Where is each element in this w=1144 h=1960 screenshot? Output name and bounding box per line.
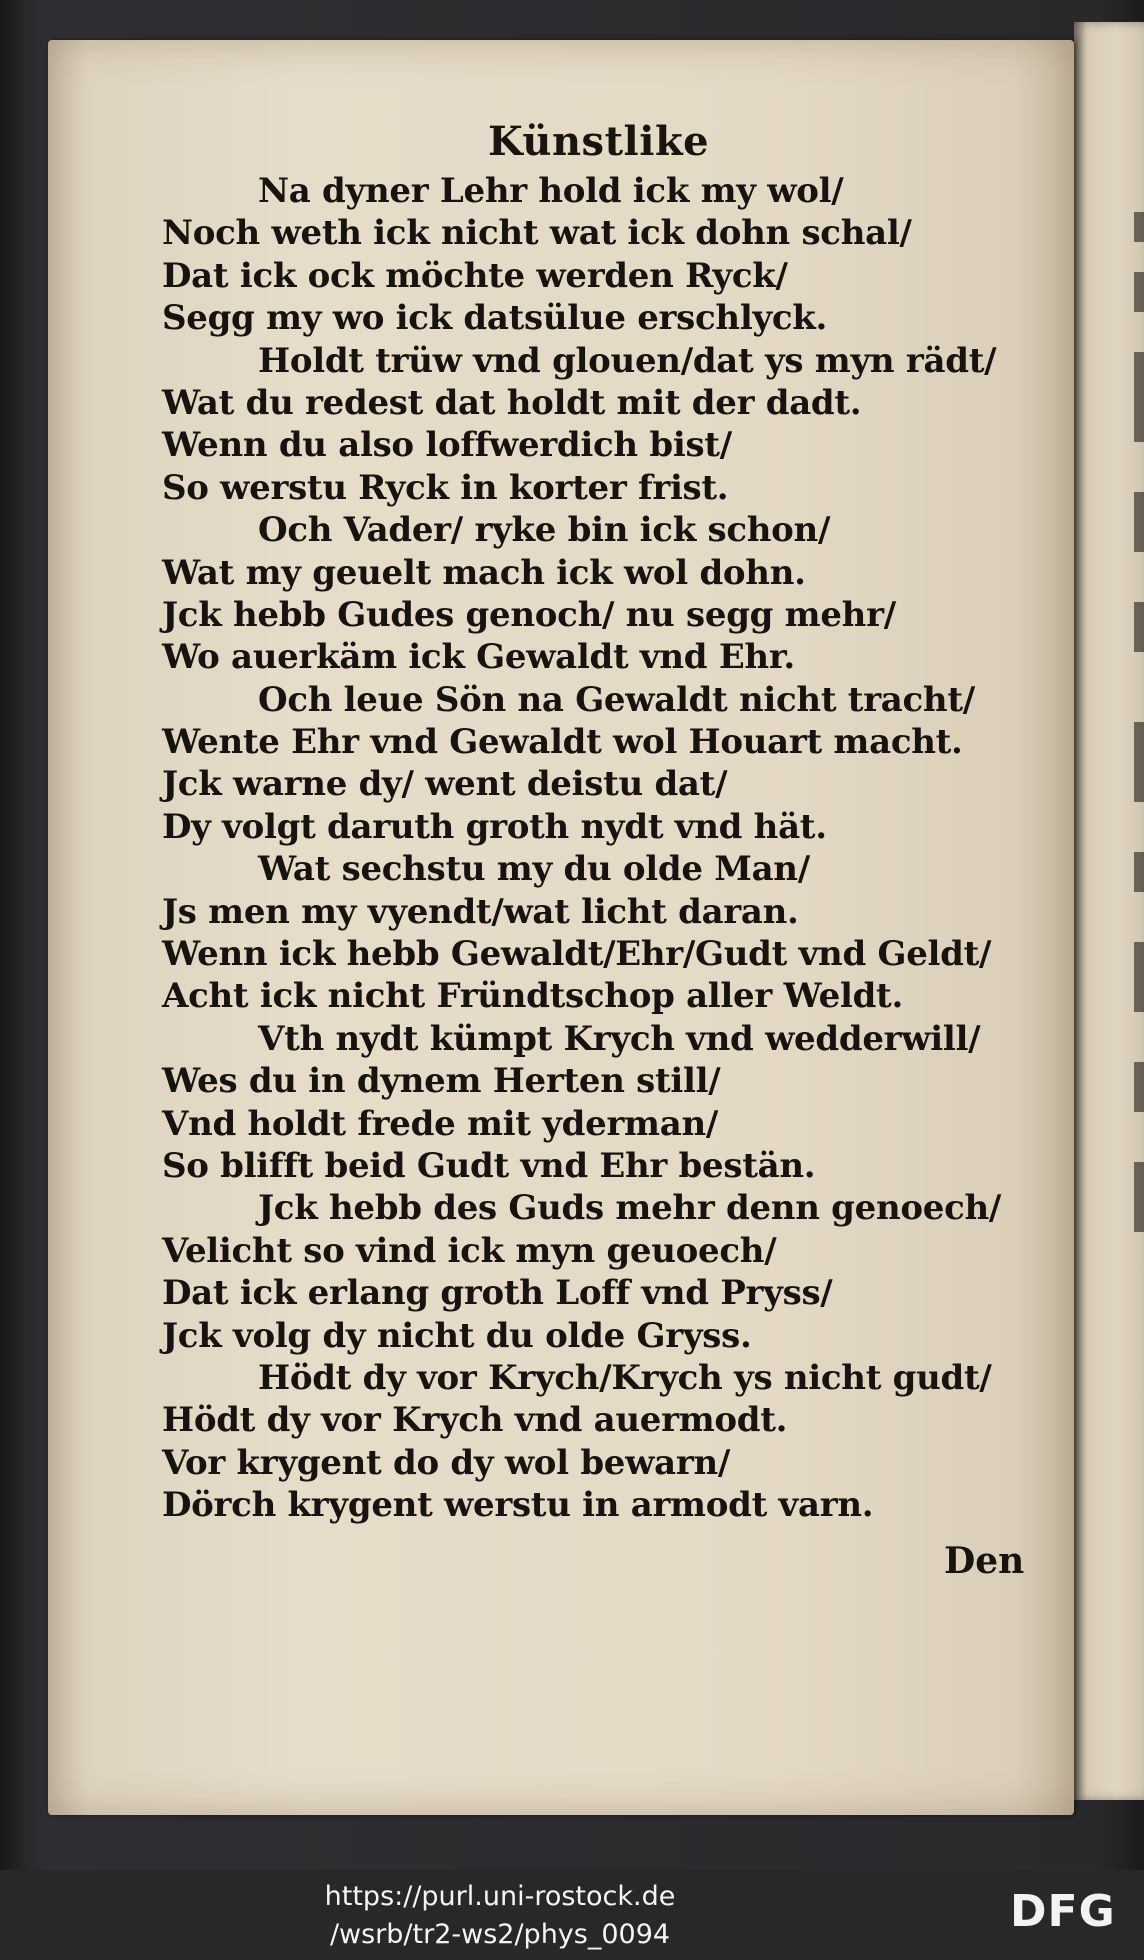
text-line: Jck hebb Gudes genoch/ nu segg mehr/	[162, 594, 896, 635]
text-line: Dy volgt daruth groth nydt vnd hät.	[162, 806, 827, 847]
text-line: Hödt dy vor Krych/Krych ys nicht gudt/	[258, 1357, 992, 1398]
poem-text	[162, 170, 1042, 1527]
text-line: Na dyner Lehr hold ick my wol/	[258, 171, 844, 211]
text-line: Jck volg dy nicht du olde Gryss.	[162, 1315, 752, 1356]
text-line: Dat ick erlang groth Loff vnd Pryss/	[162, 1273, 833, 1314]
text-line: Noch weth ick nicht wat ick dohn schal/	[162, 213, 912, 254]
text-line: Acht ick nicht Fründtschop aller Weldt.	[162, 976, 903, 1017]
facing-page-edge	[1074, 22, 1144, 1800]
text-line: Jck hebb des Guds mehr denn genoech/	[258, 1188, 1002, 1229]
catchword: Den	[944, 1540, 1025, 1582]
text-line: Wo auerkäm ick Gewaldt vnd Ehr.	[162, 637, 795, 678]
text-line: Wente Ehr vnd Gewaldt wol Houart macht.	[162, 722, 963, 763]
text-line: Och leue Sön na Gewaldt nicht tracht/	[258, 679, 975, 720]
text-line: Segg my wo ick datsülue erschlyck.	[162, 298, 828, 339]
text-line: Velicht so vind ick myn geuoech/	[162, 1230, 777, 1271]
text-line: Hödt dy vor Krych vnd auermodt.	[162, 1400, 788, 1441]
permalink-line-1[interactable]: https://purl.uni-rostock.de	[324, 1881, 676, 1912]
text-line: Wat sechstu my du olde Man/	[258, 849, 810, 890]
text-line: Js men my vyendt/wat licht daran.	[162, 891, 799, 932]
text-line: So blifft beid Gudt vnd Ehr bestän.	[162, 1145, 816, 1186]
text-line: Wat du redest dat holdt mit der dadt.	[162, 382, 862, 423]
text-line: Vor krygent do dy wol bewarn/	[162, 1442, 730, 1483]
dfg-logo: DFG	[1010, 1886, 1116, 1937]
permalink-line-2[interactable]: /wsrb/tr2-ws2/phys_0094	[329, 1919, 671, 1950]
running-head: Künstlike	[488, 118, 710, 165]
permalink[interactable]	[290, 1878, 710, 1954]
text-line: Vnd holdt frede mit yderman/	[162, 1103, 719, 1144]
text-line: Wenn ick hebb Gewaldt/Ehr/Gudt vnd Geldt/	[162, 934, 992, 975]
text-line: So werstu Ryck in korter frist.	[162, 467, 729, 508]
text-line: Dat ick ock möchte werden Ryck/	[162, 255, 788, 296]
text-line: Vth nydt kümpt Krych vnd wedderwill/	[258, 1018, 981, 1059]
text-line: Wenn du also loffwerdich bist/	[162, 425, 732, 466]
text-line: Dörch krygent werstu in armodt varn.	[162, 1485, 874, 1526]
text-line: Jck warne dy/ went deistu dat/	[162, 764, 728, 805]
text-line: Holdt trüw vnd glouen/dat ys myn rädt/	[258, 340, 997, 381]
text-line: Och Vader/ ryke bin ick schon/	[258, 510, 831, 551]
text-line: Wat my geuelt mach ick wol dohn.	[162, 552, 806, 593]
text-line: Wes du in dynem Herten still/	[162, 1061, 721, 1102]
